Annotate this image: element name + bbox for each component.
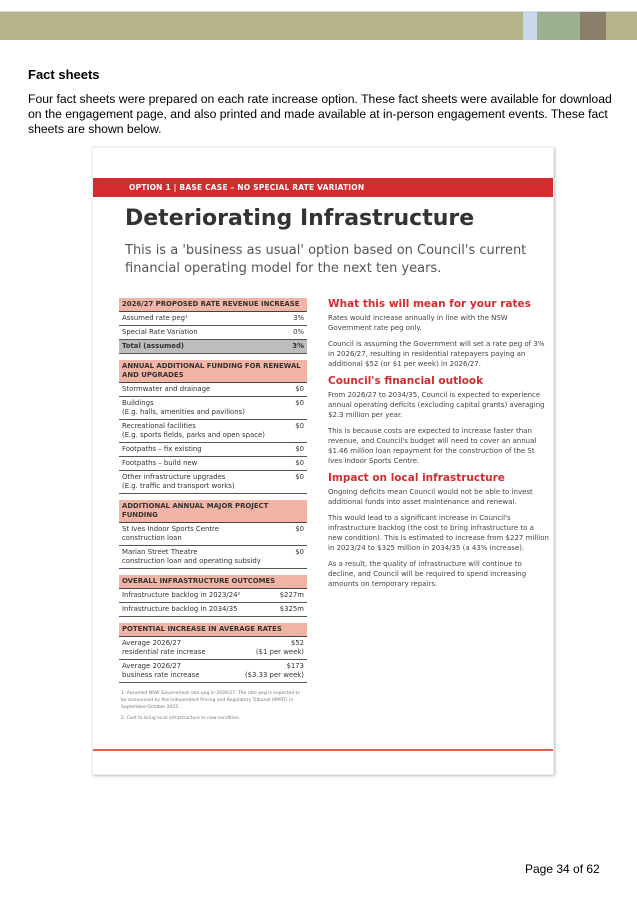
table-row xyxy=(119,660,307,683)
table-row xyxy=(119,443,307,457)
row-label xyxy=(122,385,210,394)
sheet-title: Deteriorating Infrastructure xyxy=(125,206,475,231)
section-title: Impact on local infrastructure xyxy=(328,472,505,484)
footnote: 1. Assumed NSW Government rate peg in 2026/27. The rate peg is expected to be announced by the Independent Pricing and Regulatory Tribunal (IPART) in September-October 2025. xyxy=(121,691,301,710)
section-heading: Fact sheets xyxy=(28,67,100,82)
funding-tables xyxy=(119,298,307,726)
label-text: Buildings xyxy=(122,399,154,407)
fact-sheet-image xyxy=(92,147,554,775)
page-number: Page 34 of 62 xyxy=(525,862,600,876)
explanation-column xyxy=(328,298,550,595)
banner-segment xyxy=(523,12,537,40)
value-text: $0 xyxy=(295,525,304,533)
value-text: $0 xyxy=(295,459,304,467)
row-value xyxy=(295,385,304,394)
row-label xyxy=(122,342,184,351)
row-label xyxy=(122,473,235,491)
label-text: Assumed rate peg¹ xyxy=(122,314,188,322)
label-text: Recreational facilities xyxy=(122,422,196,430)
section-paragraph: This would lead to a significant increase in Council's infrastructure backlog (the cost to bring infrastructure to a new condition). This is estimated to increase from $227 million in 2023/24 to $325 million in 2034/35 (a 43% increase). xyxy=(328,514,549,552)
row-value xyxy=(280,605,304,614)
row-label xyxy=(122,605,238,614)
row-value xyxy=(245,662,304,680)
value-text: $52 xyxy=(290,639,304,647)
table-row xyxy=(119,523,307,546)
row-value xyxy=(295,399,304,417)
row-value xyxy=(292,342,304,351)
label-text: Footpaths – fix existing xyxy=(122,445,202,453)
row-value xyxy=(295,473,304,491)
section-paragraph: Ongoing deficits mean Council would not be able to invest additional funds into asset maintenance and renewal. xyxy=(328,488,533,506)
label-text: Average 2026/27 xyxy=(122,662,182,670)
label-subtext: (E.g. traffic and transport works) xyxy=(122,482,235,490)
row-value xyxy=(293,314,304,323)
footer-rule xyxy=(93,749,553,751)
row-label xyxy=(122,314,188,323)
table-row xyxy=(119,326,307,340)
table-row xyxy=(119,340,307,354)
table-row xyxy=(119,312,307,326)
label-text: Footpaths – build new xyxy=(122,459,198,467)
value-text: $0 xyxy=(295,548,304,556)
label-subtext: (E.g. halls, amenities and pavilions) xyxy=(122,408,245,416)
label-text: Stormwater and drainage xyxy=(122,385,211,393)
row-label xyxy=(122,639,206,657)
footnotes xyxy=(119,690,307,722)
table-row xyxy=(119,471,307,494)
value-text: $227m xyxy=(279,591,304,599)
table-row xyxy=(119,589,307,603)
value-text: $325m xyxy=(279,605,304,613)
row-label xyxy=(122,662,199,680)
row-value xyxy=(256,639,304,657)
row-value xyxy=(295,445,304,454)
row-label xyxy=(122,591,240,600)
banner-segment xyxy=(580,12,606,40)
table-header: POTENTIAL INCREASE IN AVERAGE RATES xyxy=(119,623,307,637)
row-label xyxy=(122,548,261,566)
label-subtext: business rate increase xyxy=(122,671,200,679)
value-text: $173 xyxy=(286,662,304,670)
header-banner xyxy=(0,11,637,40)
table-header: 2026/27 PROPOSED RATE REVENUE INCREASE xyxy=(119,298,307,312)
table-row xyxy=(119,546,307,569)
value-text: 0% xyxy=(293,328,304,336)
label-text: Marian Street Theatre xyxy=(122,548,198,556)
table-row xyxy=(119,457,307,471)
row-value xyxy=(293,328,304,337)
label-text: Total (assumed) xyxy=(122,342,185,350)
value-text: $0 xyxy=(295,385,304,393)
row-label xyxy=(122,525,219,543)
label-text: Other infrastructure upgrades xyxy=(122,473,226,481)
value-text: 3% xyxy=(293,314,304,322)
value-text: 3% xyxy=(292,342,304,350)
label-text: Infrastructure backlog in 2023/24² xyxy=(122,591,241,599)
label-text: St Ives Indoor Sports Centre xyxy=(122,525,219,533)
row-label xyxy=(122,422,265,440)
table-row xyxy=(119,637,307,660)
label-text: Average 2026/27 xyxy=(122,639,182,647)
table-row xyxy=(119,420,307,443)
value-text: $0 xyxy=(295,445,304,453)
row-value xyxy=(280,591,304,600)
section-title: What this will mean for your rates xyxy=(328,298,531,310)
label-subtext: (E.g. sports fields, parks and open space) xyxy=(122,431,265,439)
row-value xyxy=(295,548,304,566)
table-row xyxy=(119,603,307,617)
label-text: Infrastructure backlog in 2034/35 xyxy=(122,605,238,613)
section-paragraph: Rates would increase annually in line with the NSW Government rate peg only. xyxy=(328,314,508,332)
section-paragraph: This is because costs are expected to increase faster than revenue, and Council's budget will need to cover an annual $1.46 million loan repayment for the construction of the St Ives Indoor Sports Centre. xyxy=(328,427,537,465)
value-text: $0 xyxy=(295,399,304,407)
row-value xyxy=(295,525,304,543)
label-subtext: residential rate increase xyxy=(122,648,206,656)
value-text: $0 xyxy=(295,473,304,481)
row-value xyxy=(295,459,304,468)
option-bar: OPTION 1 | BASE CASE – NO SPECIAL RATE VARIATION xyxy=(93,178,553,197)
section-paragraph: As a result, the quality of infrastructure will continue to decline, and Council will be required to spend increasing amounts on temporary repairs. xyxy=(328,560,527,588)
section-title: Council's financial outlook xyxy=(328,375,484,387)
section-paragraph: From 2026/27 to 2034/35, Council is expected to experience annual operating deficits (excluding capital grants) averaging $2.3 million per year. xyxy=(328,391,545,419)
label-subtext: construction loan xyxy=(122,534,182,542)
row-label xyxy=(122,328,198,337)
table-row xyxy=(119,383,307,397)
sheet-subtitle: This is a 'business as usual' option based on Council's current financial operating model for the next ten years. xyxy=(125,243,527,276)
table-header: ANNUAL ADDITIONAL FUNDING FOR RENEWAL AND UPGRADES xyxy=(119,360,307,383)
value-subtext: ($3.33 per week) xyxy=(244,671,304,679)
row-label xyxy=(122,399,245,417)
row-label xyxy=(122,445,202,454)
table-header: ADDITIONAL ANNUAL MAJOR PROJECT FUNDING xyxy=(119,500,307,523)
section-paragraph: Council is assuming the Government will set a rate peg of 3% in 2026/27, resulting in residential ratepayers paying an additional $52 (or $1 per week) in 2026/27. xyxy=(328,340,545,368)
footnote: 2. Cost to bring local infrastructure to new condition. xyxy=(121,716,241,721)
row-value xyxy=(295,422,304,440)
table-row xyxy=(119,397,307,420)
value-text: $0 xyxy=(295,422,304,430)
label-text: Special Rate Variation xyxy=(122,328,198,336)
banner-segment xyxy=(537,12,580,40)
label-subtext: construction loan and operating subsidy xyxy=(122,557,261,565)
row-label xyxy=(122,459,197,468)
intro-paragraph: Four fact sheets were prepared on each rate increase option. These fact sheets were available for download on the engagement page, and also printed and made available at in-person engagement events. These fact sheets are shown below. xyxy=(28,92,612,136)
table-header: OVERALL INFRASTRUCTURE OUTCOMES xyxy=(119,575,307,589)
value-subtext: ($1 per week) xyxy=(255,648,304,656)
